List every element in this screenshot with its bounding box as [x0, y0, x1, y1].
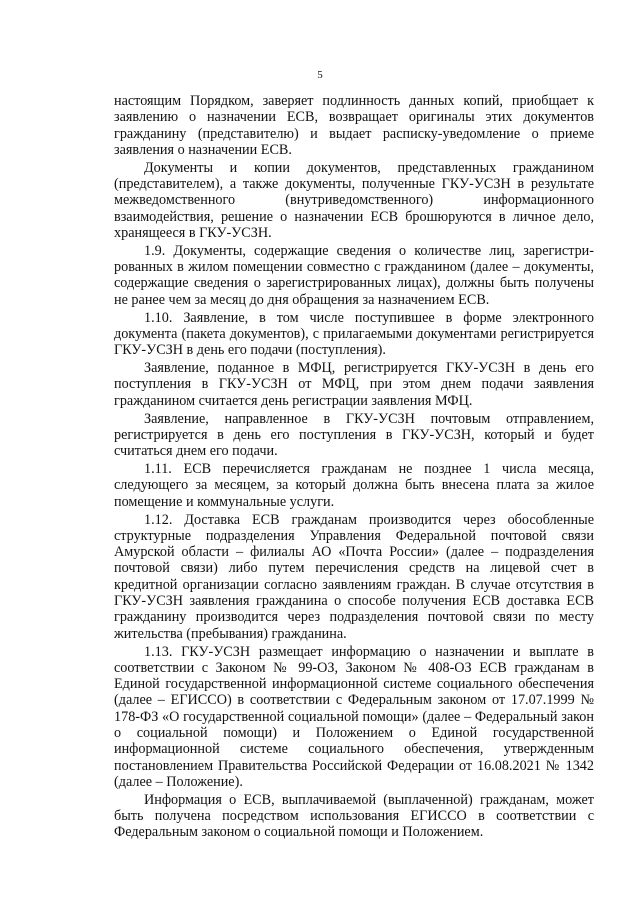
paragraph-postal-registration: Заявление, направленное в ГКУ-УСЗН почтовым отправлением, регистрируется в день его поступления в ГКУ-УСЗН, который и будет считаться днем его подачи. — [114, 410, 594, 460]
paragraph-continuation: настоящим Порядком, заверяет подлинность данных копий, приобщает к заявлению о назначении ЕСВ, возвращает оригиналы этих документов гражданину (представителю) и выдает расписку-уведомление о приеме заявления о назначении ЕСВ. — [114, 93, 594, 158]
document-body — [114, 93, 594, 842]
paragraph-mfc-registration: Заявление, поданное в МФЦ, регистрируется ГКУ-УСЗН в день его поступления в ГКУ-УСЗН от МФЦ, при этом днем подачи заявления гражданином считается день регистрации заявления МФЦ. — [114, 360, 594, 409]
paragraph-1-11: 1.11. ЕСВ перечисляется гражданам не позднее 1 числа месяца, следующего за месяцем, за который должна быть внесена плата за жилое помещение и коммунальные услуги. — [114, 461, 594, 510]
paragraph-1-10: 1.10. Заявление, в том числе поступившее в форме электронного документа (пакета документов), с прилагаемыми документами регистрируется ГКУ-УСЗН в день его подачи (поступления). — [114, 309, 594, 359]
paragraph-1-9: 1.9. Документы, содержащие сведения о количестве лиц, зарегистри-рованных в жилом помещении совместно с гражданином (далее – документы, содержащие сведения о зарегистрированных лицах), должны быть получены не ранее чем за месяц до дня обращения за назначением ЕСВ. — [114, 242, 594, 308]
page-number: 5 — [317, 69, 323, 81]
paragraph-egisso-info: Информация о ЕСВ, выплачиваемой (выплаченной) гражданам, может быть получена посредством использования ЕГИССО в соответствии с Федеральным законом о социальной помощи и Положением. — [114, 791, 594, 841]
paragraph-documents-binding: Документы и копии документов, представленных гражданином (представителем), а также документы, полученные ГКУ-УСЗН в результате межведомственного (внутриведомственного) информационного взаимодействия, решение о назначении ЕСВ брошюруются в личное дело, хранящееся в ГКУ-УСЗН. — [114, 159, 594, 241]
paragraph-1-12: 1.12. Доставка ЕСВ гражданам производится через обособленные структурные подразделения Управления Федеральной почтовой связи Амурской области – филиалы АО «Почта России» (далее – подразделения почтовой связи) либо путем перечисления средств на лицевой счет в кредитной организации согласно заявлениям граждан. В случае отсутствия в ГКУ-УСЗН заявления гражданина о способе получения ЕСВ доставка ЕСВ гражданину производится через подразделения почтовой связи по месту жительства (пребывания) гражданина. — [114, 511, 594, 642]
paragraph-1-13: 1.13. ГКУ-УСЗН размещает информацию о назначении и выплате в соответствии с Законом № 99-ОЗ, Законом № 408-ОЗ ЕСВ гражданам в Единой государственной информационной системе социального обеспечения (далее – ЕГИССО) в соответствии с Федеральным законом от 17.07.1999 № 178-ФЗ «О государственной социальной помощи» (далее – Федеральный закон о социальной помощи) и Положением о Единой государственной информационной системе социального обеспечения, утвержденным постановлением Правительства Российской Федерации от 16.08.2021 № 1342 (далее – Положение). — [114, 643, 594, 790]
